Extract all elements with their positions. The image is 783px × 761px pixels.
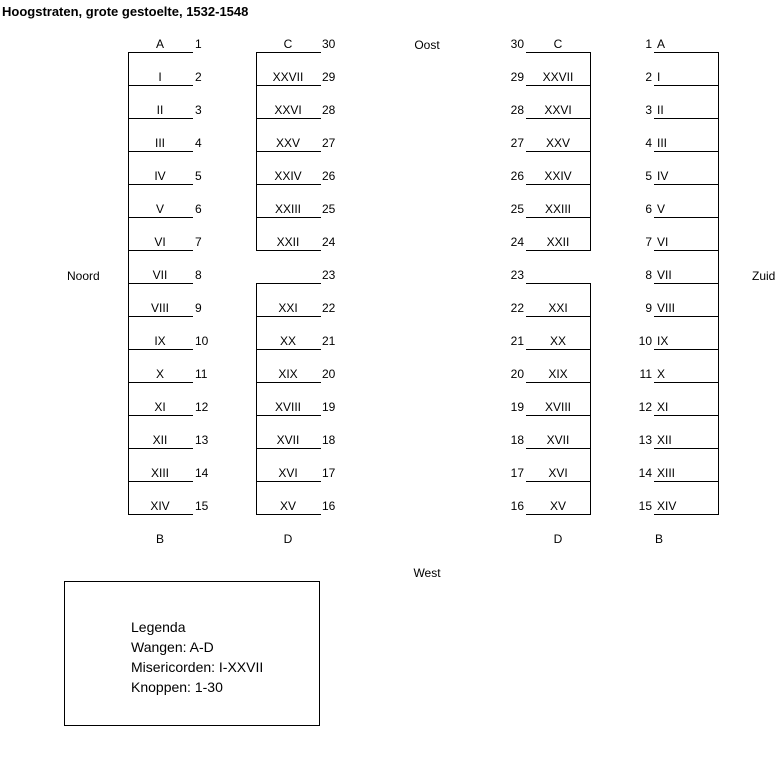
right-inner-misericord-label: XV — [549, 499, 566, 513]
right-inner-divider — [526, 481, 591, 482]
left-outer-misericord-label: II — [156, 103, 164, 117]
right-outer-misericord-label: XII — [657, 433, 672, 447]
left-outer-knob-number: 13 — [195, 433, 209, 447]
right-inner-misericord-label: XIX — [548, 367, 568, 381]
right-outer-knob-number: 1 — [645, 37, 652, 51]
right-inner-misericord-label: XXVI — [544, 103, 572, 117]
right-outer-divider — [654, 250, 719, 251]
left-outer-misericord-label: VII — [152, 268, 168, 282]
left-inner-divider — [256, 316, 321, 317]
left-outer-knob-number: 7 — [195, 235, 202, 249]
left-outer-misericord-label: XIV — [150, 499, 170, 513]
right-inner-divider — [526, 52, 591, 53]
right-inner-divider — [526, 316, 591, 317]
right-inner-knob-number: 27 — [510, 136, 524, 150]
legend-line-wangen: Wangen: A-D — [131, 639, 214, 655]
left-outer-misericord-label: XI — [154, 400, 166, 414]
left-inner-knob-number: 17 — [322, 466, 336, 480]
right-inner-knob-number: 21 — [510, 334, 524, 348]
left-outer-misericord-label: VI — [154, 235, 166, 249]
left-inner-divider — [256, 151, 321, 152]
right-outer-divider — [654, 514, 719, 515]
left-inner-knob-number: 26 — [322, 169, 336, 183]
left-outer-knob-number: 3 — [195, 103, 202, 117]
right-inner-bottom-cheek-label: D — [553, 532, 563, 546]
right-inner-knob-number: 18 — [510, 433, 524, 447]
left-outer-knob-number: 4 — [195, 136, 202, 150]
right-inner-knob-number: 24 — [510, 235, 524, 249]
left-inner-knob-number: 16 — [322, 499, 336, 513]
right-inner-misericord-label: XXIII — [544, 202, 571, 216]
direction-east: Oost — [414, 38, 440, 52]
right-inner-misericord-label: XXI — [548, 301, 568, 315]
left-outer-knob-number: 8 — [195, 268, 202, 282]
right-inner-divider — [526, 217, 591, 218]
left-outer-knob-number: 1 — [195, 37, 202, 51]
left-outer-knob-number: 5 — [195, 169, 202, 183]
right-outer-divider — [654, 349, 719, 350]
right-outer-misericord-label: V — [657, 202, 666, 216]
left-inner-misericord-label: XXIV — [274, 169, 302, 183]
right-inner-knob-number: 26 — [510, 169, 524, 183]
left-inner-misericord-label: XXVII — [272, 70, 304, 84]
left-outer-knob-number: 2 — [195, 70, 202, 84]
left-outer-divider — [128, 349, 193, 350]
left-outer-divider — [128, 250, 193, 251]
left-outer-knob-number: 10 — [195, 334, 209, 348]
left-outer-top-cheek-label: A — [155, 37, 164, 51]
right-outer-knob-number: 13 — [638, 433, 652, 447]
left-outer-misericord-label: XII — [152, 433, 168, 447]
right-inner-divider — [526, 349, 591, 350]
right-inner-divider — [526, 283, 591, 284]
right-inner-misericord-label: XXII — [546, 235, 570, 249]
right-inner-knob-number: 29 — [510, 70, 524, 84]
legend-title: Legenda — [131, 619, 186, 635]
left-inner-knob-number: 22 — [322, 301, 336, 315]
left-outer-misericord-label: VIII — [150, 301, 169, 315]
right-outer-knob-number: 11 — [639, 367, 652, 381]
left-outer-misericord-label: X — [155, 367, 164, 381]
right-outer-knob-number: 9 — [645, 301, 652, 315]
left-inner-knob-number: 23 — [322, 268, 336, 282]
left-inner-divider — [256, 283, 321, 284]
left-inner-knob-number: 25 — [322, 202, 336, 216]
page-title: Hoogstraten, grote gestoelte, 1532-1548 — [2, 4, 249, 19]
right-outer-knob-number: 14 — [638, 466, 652, 480]
right-outer-misericord-label: IX — [657, 334, 669, 348]
left-inner-edge-bottom — [256, 283, 257, 515]
left-outer-divider — [128, 448, 193, 449]
left-inner-divider — [256, 448, 321, 449]
right-inner-misericord-label: XVI — [548, 466, 568, 480]
right-inner-divider — [526, 184, 591, 185]
right-inner-misericord-label: XXIV — [544, 169, 572, 183]
direction-north: Noord — [67, 269, 100, 283]
right-outer-divider — [654, 217, 719, 218]
right-inner-knob-number: 28 — [510, 103, 524, 117]
left-outer-misericord-label: V — [155, 202, 164, 216]
left-inner-misericord-label: XXIII — [274, 202, 301, 216]
right-inner-knob-number: 19 — [510, 400, 524, 414]
right-inner-knob-number: 30 — [510, 37, 524, 51]
right-outer-bottom-cheek-label: B — [654, 532, 663, 546]
right-inner-knob-number: 23 — [510, 268, 524, 282]
right-inner-knob-number: 17 — [510, 466, 524, 480]
direction-west: West — [413, 566, 441, 580]
right-inner-misericord-label: XXV — [545, 136, 570, 150]
right-inner-divider — [526, 514, 591, 515]
right-outer-misericord-label: XI — [657, 400, 669, 414]
left-outer-misericord-label: IV — [154, 169, 166, 183]
right-outer-knob-number: 3 — [645, 103, 652, 117]
left-outer-divider — [128, 151, 193, 152]
right-outer-divider — [654, 184, 719, 185]
left-inner-divider — [256, 415, 321, 416]
right-outer-knob-number: 5 — [645, 169, 652, 183]
right-inner-misericord-label: XVIII — [544, 400, 571, 414]
legend-line-knoppen: Knoppen: 1-30 — [131, 679, 223, 695]
right-outer-knob-number: 6 — [645, 202, 652, 216]
left-inner-misericord-label: XXV — [275, 136, 300, 150]
left-outer-divider — [128, 85, 193, 86]
left-inner-misericord-label: XXVI — [274, 103, 302, 117]
left-outer-divider — [128, 184, 193, 185]
left-inner-divider — [256, 382, 321, 383]
right-inner-misericord-label: XVII — [546, 433, 570, 447]
left-outer-divider — [128, 316, 193, 317]
left-outer-misericord-label: XIII — [150, 466, 169, 480]
right-inner-divider — [526, 118, 591, 119]
left-outer-misericord-label: I — [158, 70, 162, 84]
right-outer-divider — [654, 481, 719, 482]
right-outer-divider — [654, 151, 719, 152]
left-outer-edge — [128, 52, 129, 515]
direction-south: Zuid — [752, 269, 776, 283]
right-outer-knob-number: 15 — [638, 499, 652, 513]
left-inner-misericord-label: XVII — [276, 433, 300, 447]
left-inner-divider — [256, 349, 321, 350]
left-inner-misericord-label: XVI — [278, 466, 298, 480]
left-inner-misericord-label: XXI — [278, 301, 298, 315]
left-outer-knob-number: 9 — [195, 301, 202, 315]
left-inner-knob-number: 30 — [322, 37, 336, 51]
right-inner-divider — [526, 151, 591, 152]
right-outer-divider — [654, 415, 719, 416]
right-inner-knob-number: 25 — [510, 202, 524, 216]
left-outer-knob-number: 14 — [195, 466, 209, 480]
left-outer-divider — [128, 118, 193, 119]
left-outer-misericord-label: III — [154, 136, 165, 150]
right-inner-misericord-label: XX — [549, 334, 566, 348]
right-inner-divider — [526, 382, 591, 383]
left-inner-misericord-label: XXII — [276, 235, 300, 249]
right-outer-knob-number: 10 — [638, 334, 652, 348]
right-outer-edge — [718, 52, 719, 515]
left-inner-bottom-cheek-label: D — [283, 532, 293, 546]
right-outer-misericord-label: VII — [657, 268, 672, 282]
right-outer-misericord-label: III — [657, 136, 668, 150]
left-outer-knob-number: 12 — [195, 400, 209, 414]
left-inner-misericord-label: XVIII — [274, 400, 301, 414]
left-inner-divider — [256, 250, 321, 251]
right-outer-knob-number: 8 — [645, 268, 652, 282]
left-outer-misericord-label: IX — [154, 334, 166, 348]
left-inner-misericord-label: XV — [279, 499, 296, 513]
right-outer-divider — [654, 52, 719, 53]
left-inner-divider — [256, 217, 321, 218]
right-inner-divider — [526, 448, 591, 449]
left-inner-divider — [256, 52, 321, 53]
left-outer-divider — [128, 382, 193, 383]
left-outer-divider — [128, 283, 193, 284]
left-outer-divider — [128, 217, 193, 218]
right-inner-divider — [526, 85, 591, 86]
right-inner-knob-number: 16 — [510, 499, 524, 513]
left-inner-divider — [256, 514, 321, 515]
left-inner-knob-number: 27 — [322, 136, 336, 150]
left-inner-knob-number: 28 — [322, 103, 336, 117]
left-inner-knob-number: 24 — [322, 235, 336, 249]
right-outer-divider — [654, 382, 719, 383]
right-inner-divider — [526, 415, 591, 416]
right-outer-misericord-label: VIII — [657, 301, 676, 315]
right-outer-misericord-label: XIV — [657, 499, 677, 513]
right-outer-top-cheek-label: A — [657, 37, 666, 51]
left-inner-knob-number: 20 — [322, 367, 336, 381]
right-inner-knob-number: 22 — [510, 301, 524, 315]
left-outer-divider — [128, 514, 193, 515]
left-inner-divider — [256, 184, 321, 185]
left-inner-misericord-label: XX — [279, 334, 296, 348]
right-outer-divider — [654, 283, 719, 284]
left-inner-divider — [256, 85, 321, 86]
left-outer-divider — [128, 52, 193, 53]
left-inner-divider — [256, 118, 321, 119]
right-inner-edge-top — [590, 52, 591, 251]
right-outer-misericord-label: XIII — [657, 466, 676, 480]
right-inner-misericord-label: XXVII — [542, 70, 574, 84]
left-inner-misericord-label: XIX — [278, 367, 298, 381]
left-inner-knob-number: 19 — [322, 400, 336, 414]
right-outer-knob-number: 7 — [645, 235, 652, 249]
right-outer-divider — [654, 85, 719, 86]
left-outer-knob-number: 11 — [195, 367, 208, 381]
legend-line-misericorden: Misericorden: I-XXVII — [131, 659, 264, 675]
right-outer-misericord-label: IV — [657, 169, 669, 183]
left-outer-knob-number: 15 — [195, 499, 209, 513]
left-inner-knob-number: 21 — [322, 334, 336, 348]
right-outer-misericord-label: VI — [657, 235, 669, 249]
left-inner-knob-number: 29 — [322, 70, 336, 84]
left-outer-divider — [128, 481, 193, 482]
legend-box — [64, 581, 320, 726]
left-inner-top-cheek-label: C — [283, 37, 293, 51]
right-outer-divider — [654, 448, 719, 449]
right-outer-divider — [654, 316, 719, 317]
right-inner-knob-number: 20 — [510, 367, 524, 381]
right-outer-misericord-label: I — [657, 70, 661, 84]
left-inner-divider — [256, 481, 321, 482]
right-inner-edge-bottom — [590, 283, 591, 515]
right-outer-knob-number: 2 — [645, 70, 652, 84]
left-inner-edge-top — [256, 52, 257, 251]
right-outer-knob-number: 4 — [645, 136, 652, 150]
right-inner-top-cheek-label: C — [553, 37, 563, 51]
left-inner-knob-number: 18 — [322, 433, 336, 447]
left-outer-divider — [128, 415, 193, 416]
right-inner-divider — [526, 250, 591, 251]
right-outer-divider — [654, 118, 719, 119]
left-outer-bottom-cheek-label: B — [155, 532, 164, 546]
right-outer-knob-number: 12 — [638, 400, 652, 414]
right-outer-misericord-label: II — [657, 103, 664, 117]
right-outer-misericord-label: X — [657, 367, 666, 381]
left-outer-knob-number: 6 — [195, 202, 202, 216]
